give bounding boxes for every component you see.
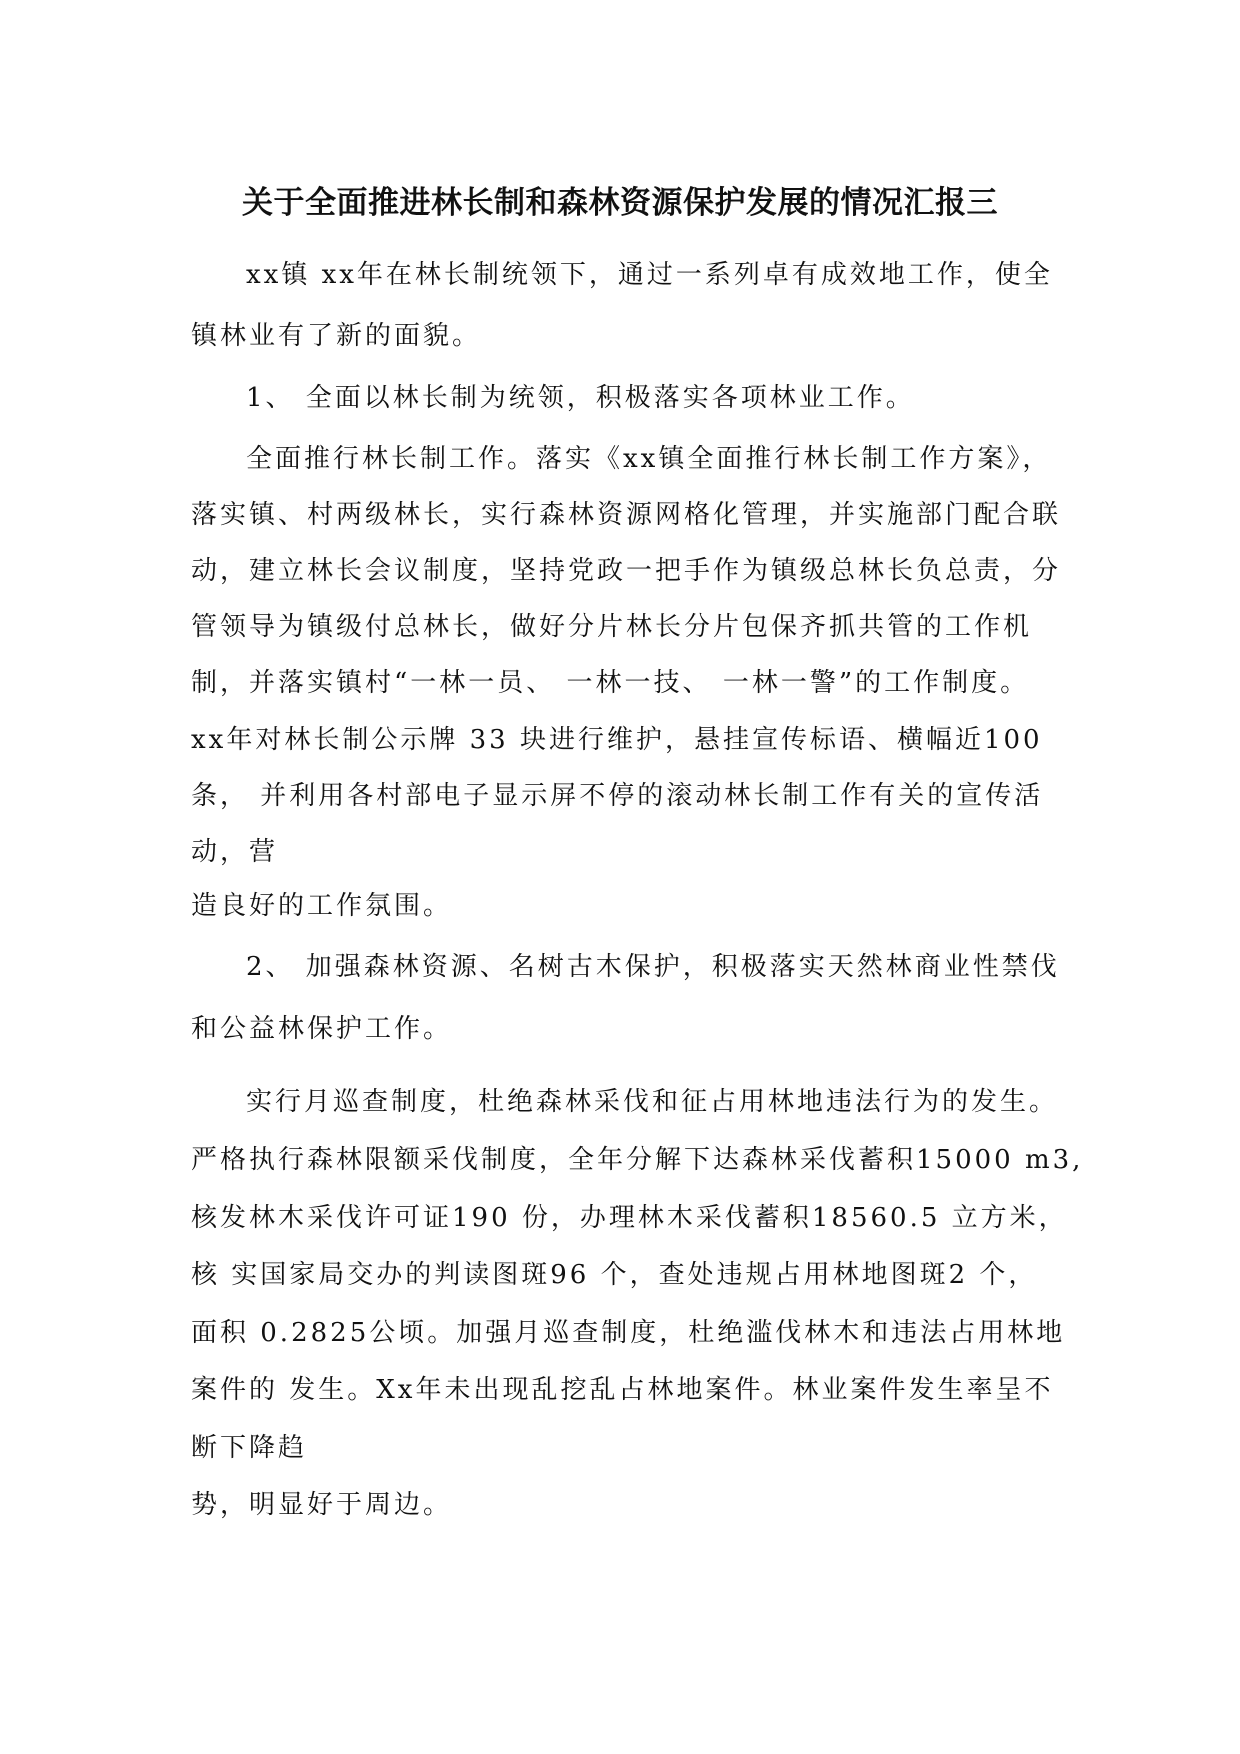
section-heading: 和公益林保护工作。 bbox=[191, 1014, 453, 1044]
paragraph-line: 造良好的工作氛围。 bbox=[191, 891, 453, 921]
paragraph-line: 案件的 发生。Xx年未出现乱挖乱占林地案件。林业案件发生率呈不 bbox=[191, 1375, 1054, 1405]
paragraph-line: 核发林木采伐许可证190 份，办理林木采伐蓄积18560.5 立方米， bbox=[191, 1203, 1068, 1233]
paragraph-line: 动，营 bbox=[191, 837, 279, 867]
paragraph-line: 落实镇、村两级林长，实行森林资源网格化管理，并实施部门配合联 bbox=[191, 500, 1062, 530]
paragraph-line: 制，并落实镇村“一林一员、 一林一技、 一林一警”的工作制度。 bbox=[191, 668, 1030, 698]
paragraph-line: 核 实国家局交办的判读图斑96 个，查处违规占用林地图斑2 个， bbox=[191, 1260, 1038, 1290]
document-title: 关于全面推进林长制和森林资源保护发展的情况汇报三 bbox=[242, 185, 998, 221]
paragraph-line: 镇林业有了新的面貌。 bbox=[191, 321, 482, 351]
paragraph-line: 管领导为镇级付总林长，做好分片林长分片包保齐抓共管的工作机 bbox=[191, 612, 1033, 642]
paragraph-line: 势，明显好于周边。 bbox=[191, 1490, 453, 1520]
paragraph-line: 全面推行林长制工作。落实《xx镇全面推行林长制工作方案》， bbox=[246, 444, 1052, 474]
paragraph-line: 实行月巡查制度，杜绝森林采伐和征占用林地违法行为的发生。 bbox=[246, 1087, 1059, 1117]
paragraph-line: 面积 0.2825公顷。加强月巡查制度，杜绝滥伐林木和违法占用林地 bbox=[191, 1318, 1066, 1348]
section-heading: 1、 全面以林长制为统领，积极落实各项林业工作。 bbox=[246, 383, 915, 413]
paragraph-line: 动，建立林长会议制度，坚持党政一把手作为镇级总林长负总责，分 bbox=[191, 556, 1062, 586]
paragraph-line: 条， 并利用各村部电子显示屏不停的滚动林长制工作有关的宣传活 bbox=[191, 781, 1044, 811]
paragraph-line: xx镇 xx年在林长制统领下，通过一系列卓有成效地工作，使全 bbox=[246, 260, 1053, 290]
paragraph-line: xx年对林长制公示牌 33 块进行维护，悬挂宣传标语、横幅近100 bbox=[191, 725, 1043, 755]
paragraph-line: 断下降趋 bbox=[191, 1433, 308, 1463]
paragraph-line: 严格执行森林限额采伐制度，全年分解下达森林采伐蓄积15000 m3, bbox=[191, 1145, 1084, 1175]
section-heading: 2、 加强森林资源、名树古木保护，积极落实天然林商业性禁伐 bbox=[246, 952, 1060, 982]
